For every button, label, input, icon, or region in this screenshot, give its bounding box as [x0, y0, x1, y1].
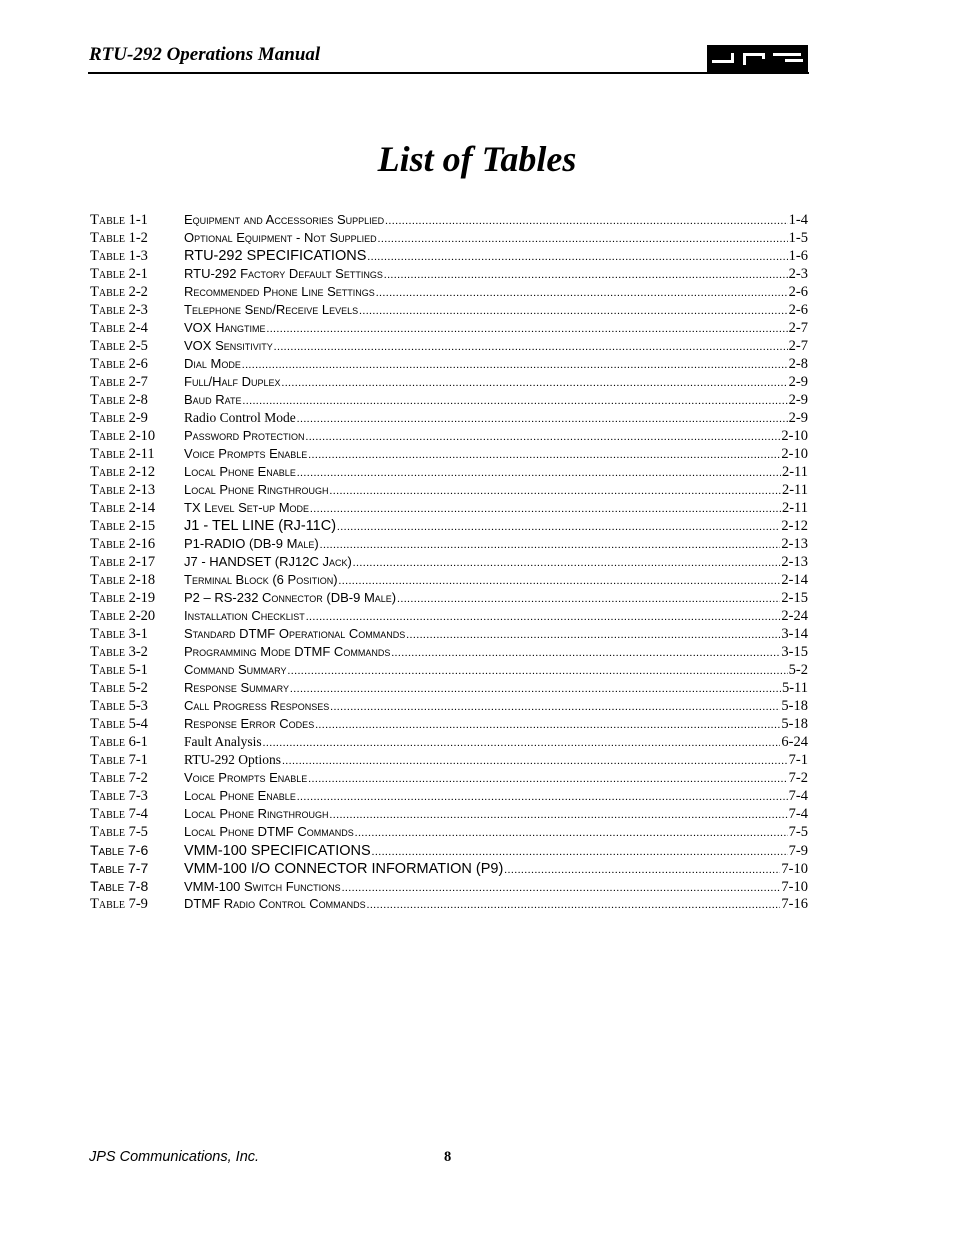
table-number: Table 2-8	[90, 392, 148, 408]
table-page-number: 7-10	[781, 861, 808, 877]
table-page-number: 2-8	[788, 356, 808, 372]
toc-row[interactable]	[90, 589, 808, 607]
jps-logo	[707, 45, 808, 72]
table-number: Table 2-3	[90, 302, 148, 318]
table-title: Telephone Send/Receive Levels	[184, 302, 359, 317]
table-number: Table 5-2	[90, 680, 148, 696]
table-number: Table 5-4	[90, 716, 148, 732]
dot-leader	[274, 338, 788, 356]
toc-row[interactable]	[90, 661, 808, 679]
toc-row[interactable]	[90, 427, 808, 445]
toc-row[interactable]	[90, 841, 808, 859]
table-page-number: 5-18	[781, 716, 808, 732]
table-page-number: 2-11	[781, 464, 808, 480]
table-number: Table 2-15	[90, 518, 156, 534]
toc-row[interactable]	[90, 733, 808, 751]
dot-leader	[391, 644, 780, 662]
toc-row[interactable]	[90, 787, 808, 805]
table-number: Table 1-2	[90, 230, 148, 246]
table-number: Table 2-10	[90, 428, 156, 444]
dot-leader	[406, 626, 780, 644]
dot-leader	[339, 572, 781, 590]
table-title: TX Level Set-up Mode	[184, 500, 310, 515]
toc-row[interactable]	[90, 895, 808, 913]
table-page-number: 2-7	[788, 338, 808, 354]
toc-row[interactable]	[90, 391, 808, 409]
toc-row[interactable]	[90, 499, 808, 517]
table-page-number: 1-6	[788, 248, 808, 264]
dot-leader	[243, 392, 788, 410]
table-number: Table 2-20	[90, 608, 156, 624]
table-title: Standard DTMF Operational Commands	[184, 626, 406, 641]
dot-leader	[315, 716, 780, 734]
dot-leader	[310, 500, 781, 518]
table-number: Table 2-16	[90, 536, 156, 552]
table-page-number: 7-9	[788, 843, 808, 859]
dot-leader	[242, 356, 788, 374]
table-title: Local Phone Ringthrough	[184, 806, 329, 821]
table-page-number: 2-7	[788, 320, 808, 336]
table-number: Table 1-1	[90, 212, 148, 228]
table-number: Table 2-1	[90, 266, 148, 282]
table-number: Table 2-7	[90, 374, 148, 390]
table-title: Baud Rate	[184, 392, 242, 407]
dot-leader	[376, 284, 788, 302]
dot-leader	[308, 446, 780, 464]
table-number: Table 2-2	[90, 284, 148, 300]
table-title: VMM-100 Switch Functions	[184, 879, 341, 894]
table-page-number: 5-18	[781, 698, 808, 714]
table-page-number: 5-11	[781, 680, 808, 696]
table-page-number: 2-9	[788, 374, 808, 390]
table-page-number: 7-10	[781, 879, 808, 895]
table-page-number: 6-24	[781, 734, 808, 750]
table-number: Table 2-17	[90, 554, 156, 570]
table-title: DTMF Radio Control Commands	[184, 896, 366, 911]
table-number: Table 7-6	[90, 842, 149, 858]
header-rule	[88, 72, 809, 74]
toc-row[interactable]	[90, 697, 808, 715]
toc-row[interactable]	[90, 607, 808, 625]
toc-row[interactable]	[90, 859, 808, 877]
table-title: Local Phone DTMF Commands	[184, 824, 354, 839]
toc-row[interactable]	[90, 319, 808, 337]
page-title: List of Tables	[377, 139, 577, 179]
table-number: Table 6-1	[90, 734, 148, 750]
table-title: Optional Equipment - Not Supplied	[184, 230, 377, 245]
table-number: Table 2-14	[90, 500, 156, 516]
table-number: Table 2-5	[90, 338, 148, 354]
toc-row[interactable]	[90, 337, 808, 355]
toc-row[interactable]	[90, 877, 808, 895]
header-title: RTU-292 Operations Manual	[89, 44, 321, 65]
table-number: Table 7-8	[90, 878, 149, 894]
table-page-number: 7-4	[788, 788, 808, 804]
table-page-number: 2-9	[788, 410, 808, 426]
table-page-number: 2-13	[781, 536, 808, 552]
toc-row[interactable]	[90, 463, 808, 481]
dot-leader	[378, 230, 788, 248]
table-title: RTU-292 SPECIFICATIONS	[184, 248, 367, 264]
table-page-number: 2-15	[781, 590, 808, 606]
table-list	[90, 211, 808, 913]
table-title: Password Protection	[184, 428, 305, 443]
table-title: J7 - HANDSET (RJ12C Jack)	[184, 554, 352, 569]
table-title: VMM-100 SPECIFICATIONS	[184, 843, 371, 859]
table-title: Voice Prompts Enable	[184, 446, 308, 461]
dot-leader	[263, 734, 781, 752]
toc-row[interactable]	[90, 481, 808, 499]
table-number: Table 2-9	[90, 410, 148, 426]
toc-row[interactable]	[90, 265, 808, 283]
toc-row[interactable]	[90, 715, 808, 733]
toc-row[interactable]	[90, 301, 808, 319]
table-page-number: 2-11	[781, 482, 808, 498]
dot-leader	[297, 464, 781, 482]
table-page-number: 2-9	[788, 392, 808, 408]
table-page-number: 3-14	[781, 626, 808, 642]
table-page-number: 2-14	[781, 572, 808, 588]
toc-row[interactable]	[90, 679, 808, 697]
table-page-number: 7-5	[788, 824, 808, 840]
toc-row[interactable]	[90, 535, 808, 553]
table-page-number: 7-1	[788, 752, 808, 768]
toc-row[interactable]	[90, 373, 808, 391]
toc-row[interactable]	[90, 229, 808, 247]
dot-leader	[367, 896, 781, 914]
table-title: Local Phone Enable	[184, 464, 296, 479]
table-number: Table 7-2	[90, 770, 148, 786]
dot-leader	[330, 482, 781, 500]
table-number: Table 7-7	[90, 860, 149, 876]
dot-leader	[504, 861, 780, 879]
table-number: Table 5-3	[90, 698, 148, 714]
table-page-number: 1-4	[788, 212, 808, 228]
table-title: Command Summary	[184, 662, 287, 677]
toc-row[interactable]	[90, 625, 808, 643]
table-title: Response Error Codes	[184, 716, 315, 731]
table-number: Table 7-5	[90, 824, 148, 840]
table-number: Table 5-1	[90, 662, 148, 678]
dot-leader	[355, 824, 788, 842]
table-title: Terminal Block (6 Position)	[184, 572, 338, 587]
table-page-number: 3-15	[781, 644, 808, 660]
footer-company: JPS Communications, Inc.	[89, 1149, 260, 1165]
table-title: P1-RADIO (DB-9 Male)	[184, 536, 319, 551]
toc-row[interactable]	[90, 247, 808, 265]
dot-leader	[384, 266, 788, 284]
table-title: VOX Hangtime	[184, 320, 266, 335]
table-number: Table 2-12	[90, 464, 156, 480]
toc-row[interactable]	[90, 805, 808, 823]
toc-row[interactable]	[90, 643, 808, 661]
toc-row[interactable]	[90, 283, 808, 301]
toc-row[interactable]	[90, 769, 808, 787]
table-page-number: 7-4	[788, 806, 808, 822]
dot-leader	[330, 806, 788, 824]
table-title: Recommended Phone Line Settings	[184, 284, 375, 299]
toc-row[interactable]	[90, 571, 808, 589]
dot-leader	[359, 302, 788, 320]
table-page-number: 2-10	[781, 428, 808, 444]
table-number: Table 7-9	[90, 896, 148, 912]
table-title: Fault Analysis	[184, 734, 262, 749]
table-title: VOX Sensitivity	[184, 338, 273, 353]
dot-leader	[306, 608, 781, 626]
dot-leader	[297, 410, 788, 428]
table-title: Local Phone Ringthrough	[184, 482, 329, 497]
table-page-number: 2-3	[788, 266, 808, 282]
dot-leader	[385, 212, 787, 230]
table-title: Equipment and Accessories Supplied	[184, 212, 385, 227]
table-page-number: 2-11	[781, 500, 808, 516]
dot-leader	[308, 770, 787, 788]
table-number: Table 3-2	[90, 644, 148, 660]
table-number: Table 2-13	[90, 482, 156, 498]
footer-page-number: 8	[444, 1149, 452, 1165]
table-number: Table 1-3	[90, 248, 148, 264]
dot-leader	[337, 518, 780, 536]
dot-leader	[288, 662, 788, 680]
dot-leader	[372, 843, 788, 861]
toc-row[interactable]	[90, 751, 808, 769]
dot-leader	[290, 680, 781, 698]
table-title: Programming Mode DTMF Commands	[184, 644, 391, 659]
toc-row[interactable]	[90, 823, 808, 841]
table-title: Call Progress Responses	[184, 698, 330, 713]
dot-leader	[281, 374, 787, 392]
table-page-number: 2-12	[781, 518, 808, 534]
dot-leader	[330, 698, 780, 716]
table-number: Table 7-1	[90, 752, 148, 768]
table-page-number: 2-10	[781, 446, 808, 462]
dot-leader	[353, 554, 781, 572]
table-title: Voice Prompts Enable	[184, 770, 308, 785]
table-title: RTU-292 Options	[184, 752, 282, 767]
table-title: Local Phone Enable	[184, 788, 296, 803]
dot-leader	[297, 788, 788, 806]
table-title: Full/Half Duplex	[184, 374, 281, 389]
table-title: Dial Mode	[184, 356, 241, 371]
toc-row[interactable]	[90, 355, 808, 373]
table-title: Installation Checklist	[184, 608, 305, 623]
table-title: RTU-292 Factory Default Settings	[184, 266, 383, 281]
table-page-number: 2-6	[788, 302, 808, 318]
dot-leader	[367, 248, 787, 266]
table-page-number: 7-2	[788, 770, 808, 786]
table-page-number: 2-13	[781, 554, 808, 570]
table-page-number: 7-16	[781, 896, 808, 912]
toc-row[interactable]	[90, 409, 808, 427]
table-number: Table 7-3	[90, 788, 148, 804]
table-title: J1 - TEL LINE (RJ-11C)	[184, 518, 337, 534]
toc-row[interactable]	[90, 445, 808, 463]
table-number: Table 7-4	[90, 806, 148, 822]
dot-leader	[282, 752, 788, 770]
toc-row[interactable]	[90, 211, 808, 229]
toc-row[interactable]	[90, 517, 808, 535]
dot-leader	[305, 428, 780, 446]
table-page-number: 5-2	[788, 662, 808, 678]
table-page-number: 2-24	[781, 608, 808, 624]
table-title: P2 – RS-232 Connector (DB-9 Male)	[184, 590, 397, 605]
toc-row[interactable]	[90, 553, 808, 571]
table-title: Response Summary	[184, 680, 290, 695]
table-page-number: 1-5	[788, 230, 808, 246]
table-number: Table 2-18	[90, 572, 156, 588]
dot-leader	[266, 320, 787, 338]
table-number: Table 2-4	[90, 320, 148, 336]
table-title: Radio Control Mode	[184, 410, 296, 425]
table-number: Table 2-19	[90, 590, 156, 606]
table-number: Table 2-6	[90, 356, 148, 372]
dot-leader	[320, 536, 781, 554]
dot-leader	[397, 590, 780, 608]
table-title: VMM-100 I/O CONNECTOR INFORMATION (P9)	[184, 861, 504, 877]
table-page-number: 2-6	[788, 284, 808, 300]
table-number: Table 3-1	[90, 626, 148, 642]
table-number: Table 2-11	[90, 446, 155, 462]
